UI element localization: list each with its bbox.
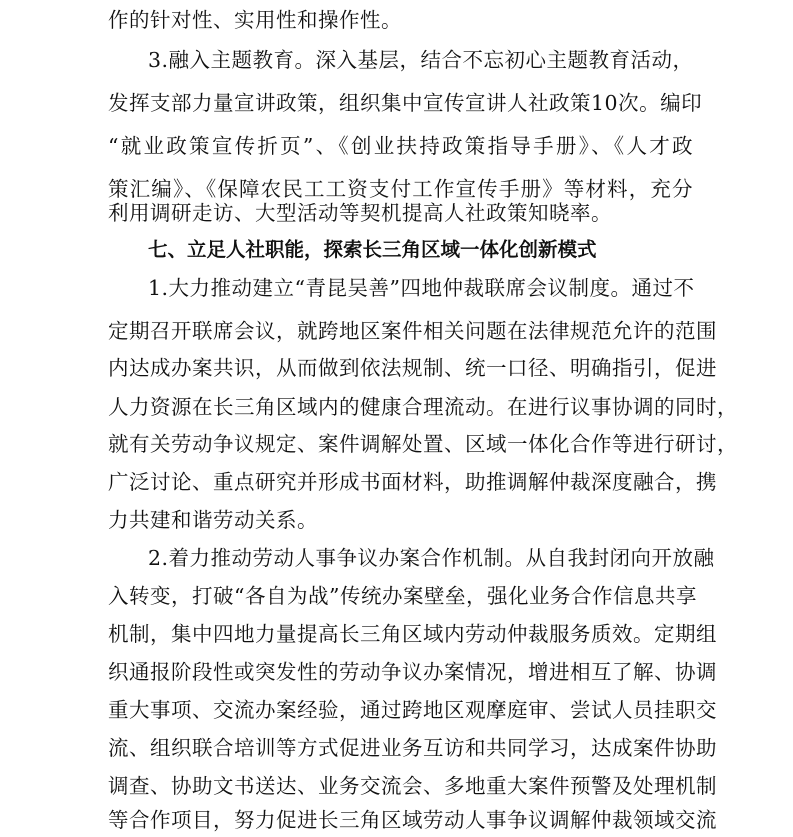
paragraph-line: 重大事项、交流办案经验，通过跨地区观摩庭审、尝试人员挂职交	[108, 698, 717, 722]
paragraph-line: 机制，集中四地力量提高长三角区域内劳动仲裁服务质效。定期组	[108, 622, 717, 646]
paragraph-line: “就业政策宣传折页”、《创业扶持政策指导手册》、《人才政	[108, 134, 693, 158]
paragraph-line: 3.融入主题教育。深入基层，结合不忘初心主题教育活动，	[148, 48, 694, 72]
paragraph-line: 发挥支部力量宣讲政策，组织集中宣传宣讲人社政策10次。编印	[108, 91, 703, 115]
paragraph-line: 2.着力推动劳动人事争议办案合作机制。从自我封闭向开放融	[148, 546, 715, 570]
paragraph-line: 流、组织联合培训等方式促进业务互访和共同学习，达成案件协助	[108, 736, 717, 760]
section-heading: 七、立足人社职能，探索长三角区域一体化创新模式	[148, 238, 597, 261]
paragraph-line: 力共建和谐劳动关系。	[108, 508, 318, 532]
paragraph-line: 广泛讨论、重点研究并形成书面材料，助推调解仲裁深度融合，携	[108, 470, 717, 494]
paragraph-line: 人力资源在长三角区域内的健康合理流动。在进行议事协调的同时，	[108, 395, 738, 419]
paragraph-line: 入转变，打破“各自为战”传统办案壁垒，强化业务合作信息共享	[108, 584, 697, 608]
paragraph-line: 策汇编》、《保障农民工工资支付工作宣传手册》等材料，充分	[108, 177, 693, 201]
paragraph-line: 调查、协助文书送达、业务交流会、多地重大案件预警及处理机制	[108, 774, 717, 798]
paragraph-line: 定期召开联席会议，就跨地区案件相关问题在法律规范允许的范围	[108, 319, 717, 343]
paragraph-line: 作的针对性、实用性和操作性。	[108, 8, 402, 32]
paragraph-line: 织通报阶段性或突发性的劳动争议办案情况，增进相互了解、协调	[108, 660, 717, 684]
paragraph-line: 就有关劳动争议规定、案件调解处置、区域一体化合作等进行研讨，	[108, 432, 738, 456]
paragraph-line: 等合作项目，努力促进长三角区域劳动人事争议调解仲裁领域交流	[108, 808, 717, 832]
paragraph-line: 利用调研走访、大型活动等契机提高人社政策知晓率。	[108, 201, 612, 225]
paragraph-line: 内达成办案共识，从而做到依法规制、统一口径、明确指引，促进	[108, 356, 717, 380]
paragraph-line: 1.大力推动建立“青昆吴善”四地仲裁联席会议制度。通过不	[148, 276, 695, 300]
